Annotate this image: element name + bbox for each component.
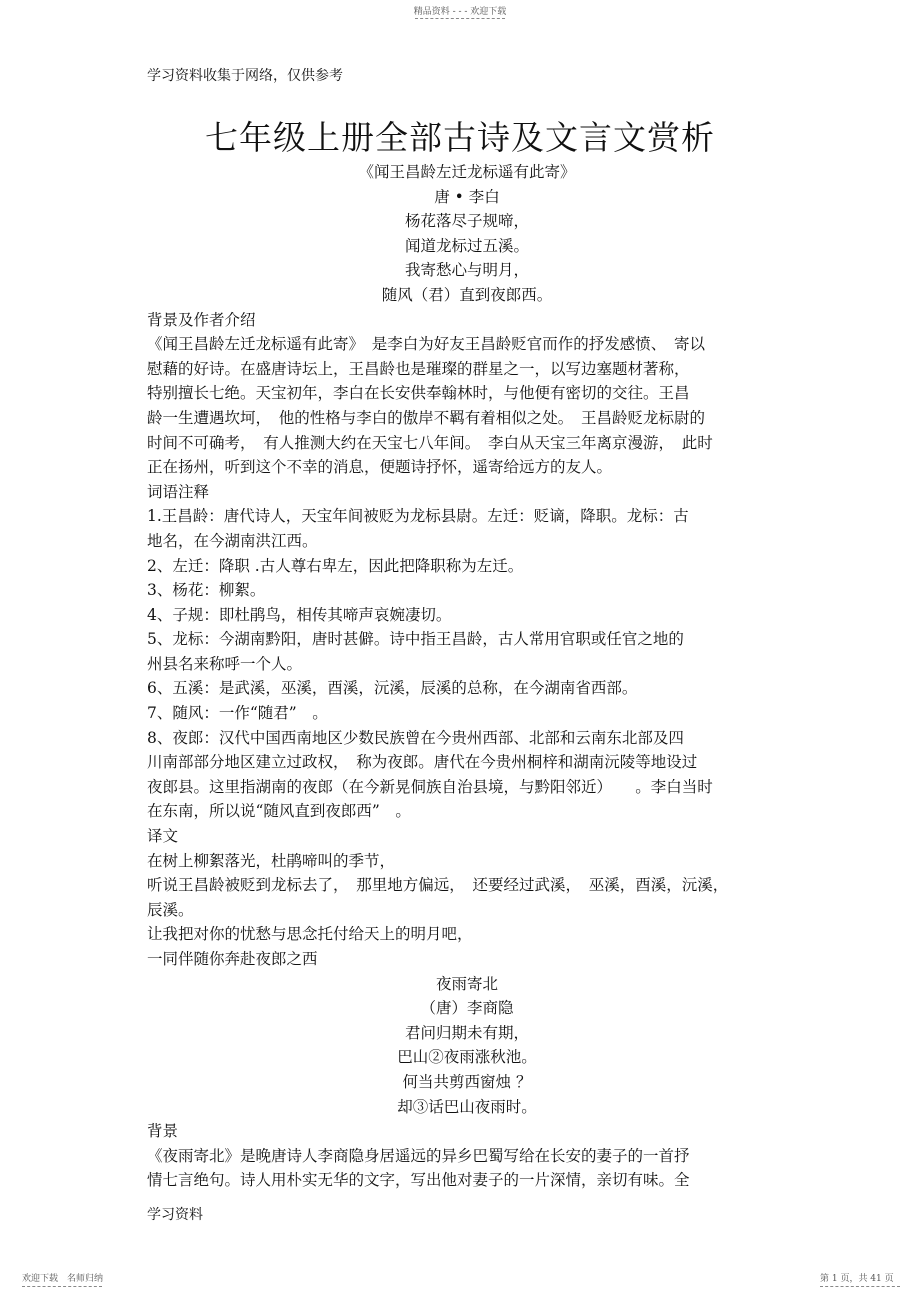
translation-line: 在树上柳絮落光，杜鹃啼叫的季节， xyxy=(147,851,396,870)
note-line: 夜郎县。这里指湖南的夜郎（在今新晃侗族自治县境，与黔阳邻近） 。李白当时 xyxy=(147,777,713,796)
paragraph-line: 特别擅长七绝。天宝初年，李白在长安供奉翰林时，与他便有密切的交往。王昌 xyxy=(147,384,690,403)
section-heading-background: 背景及作者介绍 xyxy=(147,310,256,329)
translation-line: 辰溪。 xyxy=(147,900,194,919)
paragraph-line: 《夜雨寄北》是晚唐诗人李商隐身居遥远的异乡巴蜀写给在长安的妻子的一首抒 xyxy=(147,1146,690,1165)
note-line: 川南部部分地区建立过政权， 称为夜郎。唐代在今贵州桐梓和湖南沅陵等地设过 xyxy=(147,753,698,772)
translation-line: 听说王昌龄被贬到龙标去了， 那里地方偏远， 还要经过武溪， 巫溪，酉溪，沅溪， xyxy=(147,876,729,895)
section-heading-notes: 词语注释 xyxy=(147,482,210,501)
document-body xyxy=(147,160,787,1193)
poem1-author: 唐 • 李白 xyxy=(434,187,500,206)
section-heading-background-2: 背景 xyxy=(147,1122,179,1141)
poem1-line: 我寄愁心与明月， xyxy=(404,261,529,280)
poem2-line: 却③话巴山夜雨时。 xyxy=(397,1097,537,1116)
poem1-title: 《闻王昌龄左迁龙标遥有此寄》 xyxy=(358,163,576,181)
paragraph-line: 《闻王昌龄左迁龙标遥有此寄》 是李白为好友王昌龄贬官而作的抒发感愤、 寄以 xyxy=(147,335,706,354)
footer-left-divider xyxy=(22,1286,102,1287)
top-divider xyxy=(415,18,505,19)
page-top-note: 精品资料 - - - 欢迎下载 xyxy=(413,7,507,17)
note-line: 在东南，所以说“随风直到夜郎西” 。 xyxy=(147,802,411,821)
poem2-line: 君问归期未有期， xyxy=(404,1023,529,1042)
note-line: 2、左迁：降职 .古人尊右卑左，因此把降职称为左迁。 xyxy=(147,556,524,575)
note-line: 6、五溪：是武溪，巫溪，酉溪，沅溪，辰溪的总称，在今湖南省西部。 xyxy=(147,679,638,698)
poem1-line: 杨花落尽子规啼， xyxy=(404,212,529,231)
page-title: 七年级上册全部古诗及文言文赏析 xyxy=(205,118,715,157)
footer-left-note: 欢迎下载 名师归纳 xyxy=(22,1271,103,1287)
poem2-author: （唐）李商隐 xyxy=(420,999,514,1018)
note-line: 州县名来称呼一个人。 xyxy=(147,654,303,673)
section-heading-translation: 译文 xyxy=(147,827,179,846)
poem2-line: 巴山②夜雨涨秋池。 xyxy=(397,1048,537,1067)
poem2-line: 何当共剪西窗烛 ？ xyxy=(402,1072,532,1091)
paragraph-line: 情七言绝句。诗人用朴实无华的文字，写出他对妻子的一片深情，亲切有味。全 xyxy=(147,1171,690,1190)
note-line: 8、夜郎：汉代中国西南地区少数民族曾在今贵州西部、北部和云南东北部及四 xyxy=(147,728,684,747)
header-watermark: 学习资料收集于网络，仅供参考 xyxy=(147,68,343,84)
footer-right-divider xyxy=(820,1286,900,1287)
note-line: 4、子规：即杜鹃鸟，相传其啼声哀婉凄切。 xyxy=(147,605,452,624)
paragraph-line: 时间不可确考， 有人推测大约在天宝七八年间。 李白从天宝三年离京漫游， 此时 xyxy=(147,433,713,452)
poem2-title: 夜雨寄北 xyxy=(435,974,498,993)
poem1-line: 闻道龙标过五溪。 xyxy=(404,236,529,255)
translation-line: 让我把对你的忧愁与思念托付给天上的明月吧， xyxy=(147,925,473,944)
page-number: 第 1 页，共 41 页 xyxy=(820,1271,900,1287)
note-line: 地名，在今湖南洪江西。 xyxy=(147,531,318,550)
poem1-line: 随风（君）直到夜郎西。 xyxy=(381,285,553,304)
paragraph-line: 龄一生遭遇坎坷， 他的性格与李白的傲岸不羁有着相似之处。 王昌龄贬龙标尉的 xyxy=(147,408,706,427)
note-line: 7、随风：一作“随君” 。 xyxy=(147,704,328,723)
paragraph-line: 正在扬州，听到这个不幸的消息，便题诗抒怀，遥寄给远方的友人。 xyxy=(147,458,613,477)
note-line: 5、龙标：今湖南黔阳，唐时甚僻。诗中指王昌龄，古人常用官职或任官之地的 xyxy=(147,630,684,649)
paragraph-line: 慰藉的好诗。在盛唐诗坛上，王昌龄也是璀璨的群星之一，以写边塞题材著称， xyxy=(147,359,690,378)
translation-line: 一同伴随你奔赴夜郎之西 xyxy=(147,950,318,968)
footer-watermark: 学习资料 xyxy=(147,1207,203,1223)
note-line: 1.王昌龄：唐代诗人，天宝年间被贬为龙标县尉。左迁：贬谪，降职。龙标：古 xyxy=(147,507,689,526)
note-line: 3、杨花：柳絮。 xyxy=(147,581,266,600)
